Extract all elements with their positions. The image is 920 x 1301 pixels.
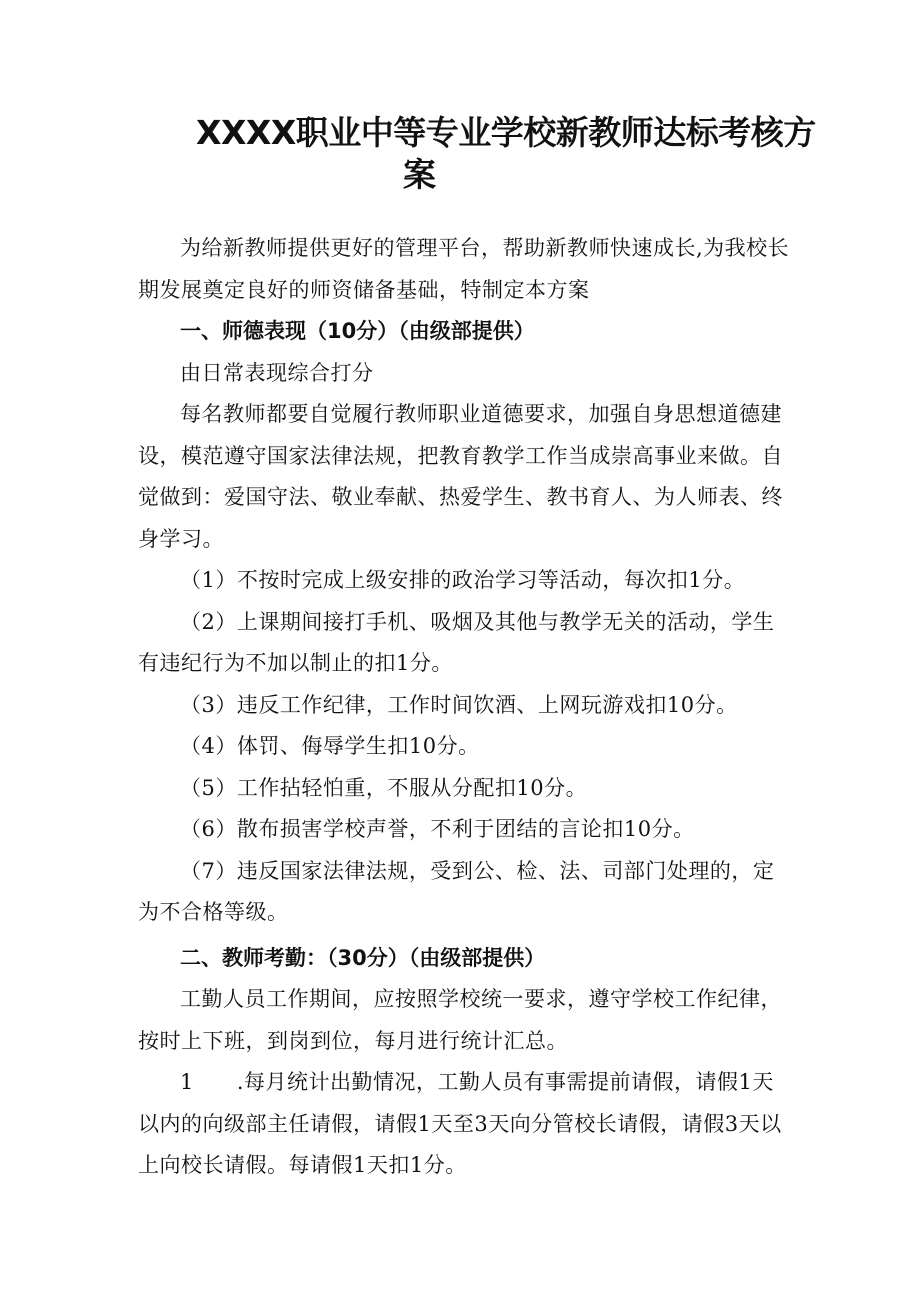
section-1-rule-6: （6）散布损害学校声誉，不利于团结的言论扣10分。 — [180, 817, 695, 841]
section-1-rule-1: （1）不按时完成上级安排的政治学习等活动，每次扣1分。 — [180, 568, 746, 592]
section-1-rule-7: （7）违反国家法律法规，受到公、检、法、司部门处理的，定为不合格等级。 — [138, 858, 775, 924]
section-2-description: 工勤人员工作期间，应按照学校统一要求，遵守学校工作纪律，按时上下班，到岗到位，每月进行统计汇总。 — [138, 987, 782, 1053]
section-2-heading: 二、教师考勤：（30分）（由级部提供） — [180, 945, 546, 970]
intro-paragraph: 为给新教师提供更好的管理平台，帮助新教师快速成长,为我校长期发展奠定良好的师资储备基础，特制定本方案 — [138, 236, 790, 302]
section-1-heading: 一、师德表现（10分）（由级部提供） — [180, 319, 535, 343]
section-1-description: 每名教师都要自觉履行教师职业道德要求，加强自身思想道德建设，模范遵守国家法律法规，把教育教学工作当成崇高事业来做。自觉做到：爱国守法、敬业奉献、热爱学生、教书育人、为人师表、终身学习。 — [138, 402, 783, 551]
section-1-scoring: 由日常表现综合打分 — [180, 360, 374, 385]
section-1-rule-4: （4）体罚、侮辱学生扣10分。 — [180, 734, 480, 758]
section-1-rule-2: （2）上课期间接打手机、吸烟及其他与教学无关的活动，学生有违纪行为不加以制止的扣1分。 — [138, 609, 775, 675]
section-1-rule-5: （5）工作拈轻怕重，不服从分配扣10分。 — [180, 775, 588, 800]
document-title-line-2: 案 — [403, 155, 436, 194]
document-body — [138, 228, 792, 1187]
section-1-rule-3: （3）违反工作纪律，工作时间饮酒、上网玩游戏扣10分。 — [180, 692, 738, 717]
document-title-line-1: XXXX职业中等专业学校新教师达标考核方 — [196, 113, 816, 152]
section-2-item-1: 1 .每月统计出勤情况，工勤人员有事需提前请假，请假1天以内的向级部主任请假，请假1天至3天向分管校长请假，请假3天以上向校长请假。每请假1天扣1分。 — [138, 1070, 782, 1177]
